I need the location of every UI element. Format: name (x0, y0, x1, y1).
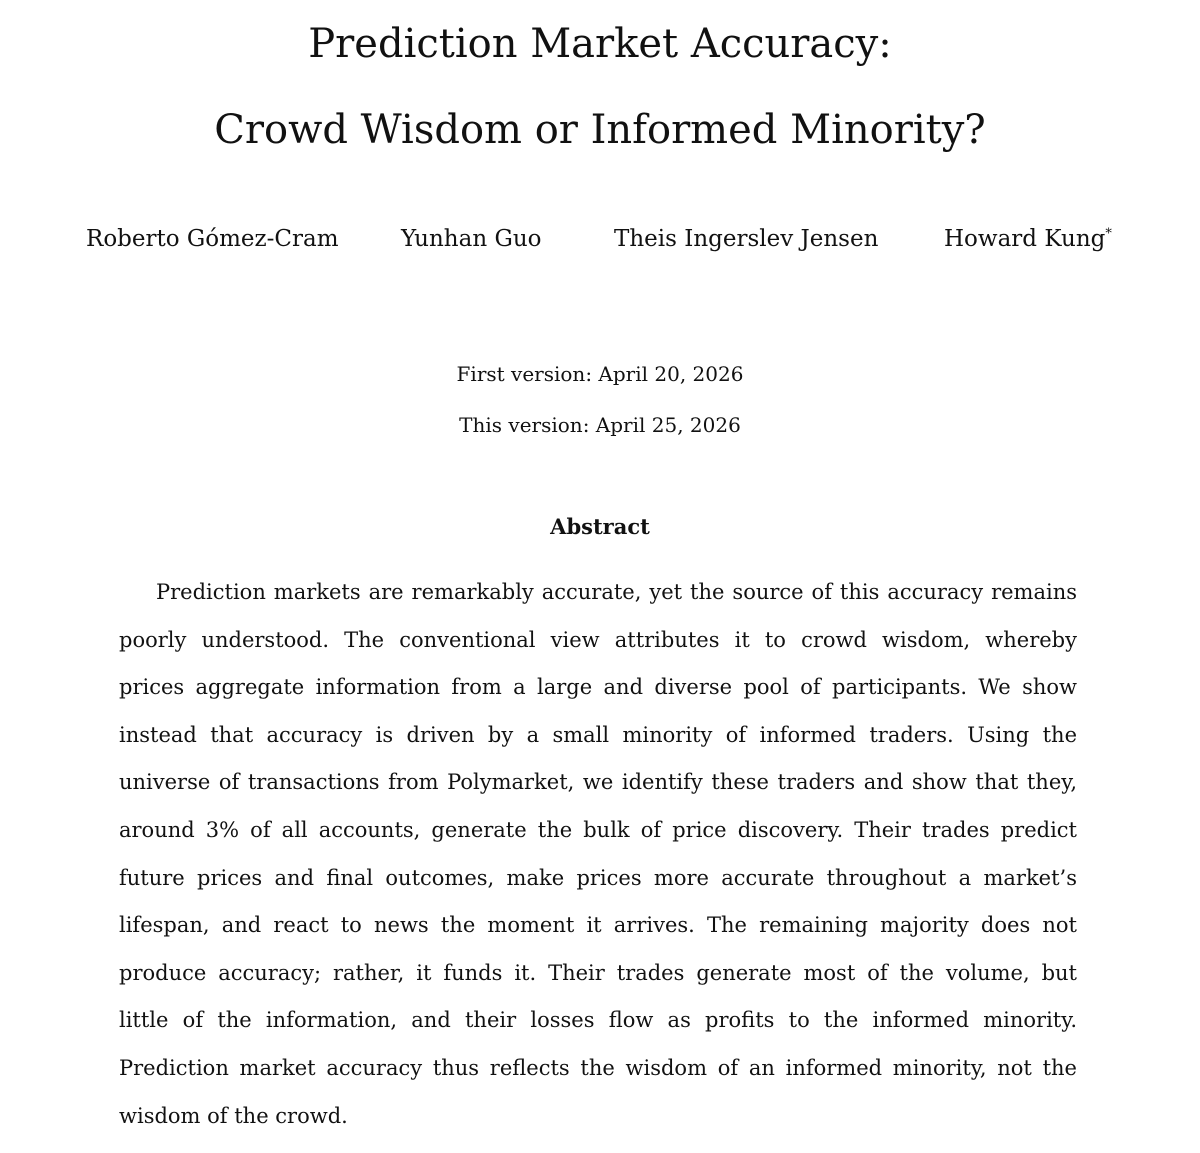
first-version-date: First version: April 20, 2026 (456, 362, 744, 386)
abstract-line: Prediction markets are remarkably accurate, yet the source of this accuracy remains (156, 580, 1077, 604)
paper-title-line-1: Prediction Market Accuracy: (308, 21, 892, 67)
abstract-line: prices aggregate information from a large and diverse pool of participants. We show (119, 675, 1077, 700)
abstract-line: produce accuracy; rather, it funds it. Their trades generate most of the volume, but (119, 960, 1077, 985)
author-last (944, 228, 1112, 251)
abstract-body (119, 572, 1077, 1143)
author-name: Yunhan Guo (401, 226, 542, 252)
abstract-line: wisdom of the crowd. (119, 1103, 348, 1128)
abstract-line: little of the information, and their losses flow as profits to the informed minority. (119, 1008, 1077, 1033)
abstract-line: universe of transactions from Polymarket, we identify these traders and show that they, (119, 770, 1077, 795)
footnote-mark: * (1105, 226, 1112, 242)
author-name: Howard Kung (944, 226, 1106, 252)
abstract-line: poorly understood. The conventional view attributes it to crowd wisdom, whereby (119, 627, 1077, 652)
abstract-line: future prices and final outcomes, make prices more accurate throughout a market’s (119, 865, 1077, 890)
author-name: Roberto Gómez-Cram (86, 226, 339, 252)
paper-title-line-2: Crowd Wisdom or Informed Minority? (214, 107, 986, 153)
abstract-line: lifespan, and react to news the moment it arrives. The remaining majority does not (119, 913, 1077, 938)
abstract-line: instead that accuracy is driven by a small minority of informed traders. Using the (119, 722, 1077, 747)
abstract-line: Prediction market accuracy thus reflects the wisdom of an informed minority, not the (119, 1055, 1077, 1080)
abstract-line: around 3% of all accounts, generate the bulk of price discovery. Their trades predict (119, 817, 1077, 842)
this-version-date: This version: April 25, 2026 (459, 413, 741, 437)
abstract-heading: Abstract (550, 514, 650, 539)
author-name: Theis Ingerslev Jensen (614, 226, 879, 252)
author-list (0, 228, 1200, 258)
